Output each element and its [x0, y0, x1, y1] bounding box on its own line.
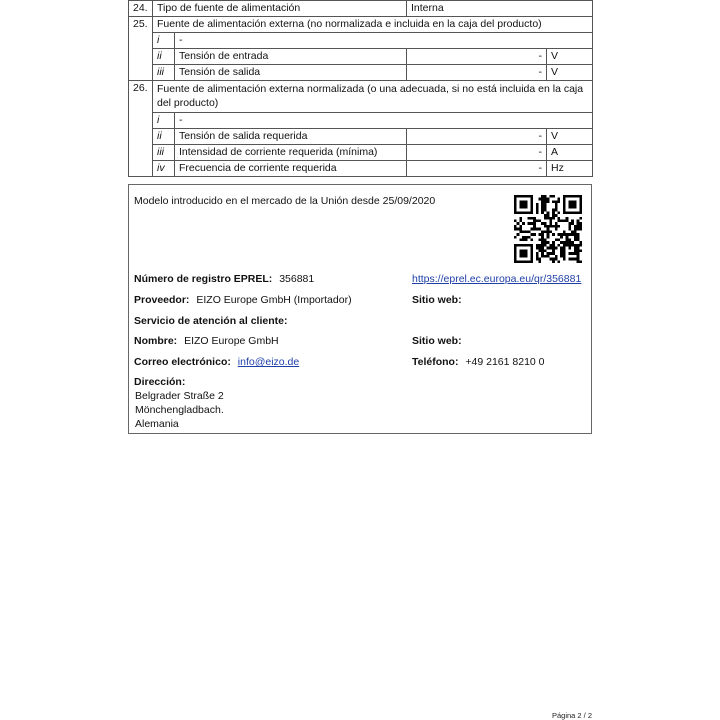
sub-index: ii [153, 129, 175, 145]
phone-row [412, 355, 545, 369]
table-row [129, 1, 593, 17]
sub-label: Tensión de salida [175, 65, 407, 81]
sub-row [129, 33, 593, 49]
sub-index: iii [153, 145, 175, 161]
sub-unit: Hz [547, 161, 593, 177]
email-label: Correo electrónico: [134, 356, 231, 368]
sub-row [129, 49, 593, 65]
contact-name: EIZO Europe GmbH [184, 335, 279, 347]
address-country: Alemania [135, 418, 179, 430]
sub-unit: V [547, 65, 593, 81]
row-label: Fuente de alimentación externa (no normalizada e incluida en la caja del producto) [153, 17, 593, 33]
qr-code-icon[interactable] [514, 195, 582, 263]
row-number: 26. [129, 81, 153, 177]
row-number: 25. [129, 17, 153, 81]
supplier-info-box [128, 184, 592, 434]
intro-text: Modelo introducido en el mercado de la Unión desde 25/09/2020 [134, 195, 436, 207]
row-number: 24. [129, 1, 153, 17]
sub-label: Tensión de salida requerida [175, 129, 407, 145]
sub-row [129, 161, 593, 177]
eprel-link[interactable]: https://eprel.ec.europa.eu/qr/356881 [412, 273, 582, 285]
sub-index: iv [153, 161, 175, 177]
sub-value: - [407, 145, 547, 161]
sub-value: - [407, 65, 547, 81]
sub-row [129, 113, 593, 129]
eprel-row [134, 272, 314, 286]
website-label: Sitio web: [412, 335, 462, 347]
name-label: Nombre: [134, 335, 178, 347]
sub-row [129, 65, 593, 81]
customer-service-heading: Servicio de atención al cliente: [134, 315, 288, 327]
sub-value: - [407, 129, 547, 145]
sub-label: - [175, 33, 593, 49]
sub-value: - [407, 49, 547, 65]
sub-unit: V [547, 49, 593, 65]
supplier-label: Proveedor: [134, 294, 190, 306]
phone-label: Teléfono: [412, 356, 459, 368]
table-row [129, 81, 593, 113]
sub-label: - [175, 113, 593, 129]
address-street: Belgrader Straße 2 [135, 390, 224, 402]
supplier-row [134, 293, 352, 307]
sub-label: Frecuencia de corriente requerida [175, 161, 407, 177]
phone-number: +49 2161 8210 0 [465, 356, 545, 368]
table-row [129, 17, 593, 33]
sub-index: ii [153, 49, 175, 65]
sub-index: i [153, 113, 175, 129]
page-number: Página 2 / 2 [551, 711, 592, 720]
email-row [134, 355, 299, 369]
address-city: Mönchengladbach. [135, 404, 224, 416]
row-label: Tipo de fuente de alimentación [153, 1, 407, 17]
sub-index: i [153, 33, 175, 49]
contact-name-row [134, 334, 279, 348]
supplier-name: EIZO Europe GmbH (Importador) [196, 294, 352, 306]
sub-row [129, 145, 593, 161]
eprel-number: 356881 [279, 273, 315, 285]
sub-row [129, 129, 593, 145]
power-supply-table [128, 0, 593, 177]
sub-index: iii [153, 65, 175, 81]
sub-value: - [407, 161, 547, 177]
sub-label: Intensidad de corriente requerida (mínima) [175, 145, 407, 161]
email-link[interactable]: info@eizo.de [237, 356, 300, 368]
website-label: Sitio web: [412, 294, 462, 306]
sub-unit: A [547, 145, 593, 161]
sub-label: Tensión de entrada [175, 49, 407, 65]
row-value: Interna [407, 1, 593, 17]
sub-unit: V [547, 129, 593, 145]
row-label: Fuente de alimentación externa normalizada (o una adecuada, si no está incluida en la caja del producto) [153, 81, 593, 113]
address-label: Dirección: [134, 376, 186, 388]
eprel-label: Número de registro EPREL: [134, 273, 273, 285]
